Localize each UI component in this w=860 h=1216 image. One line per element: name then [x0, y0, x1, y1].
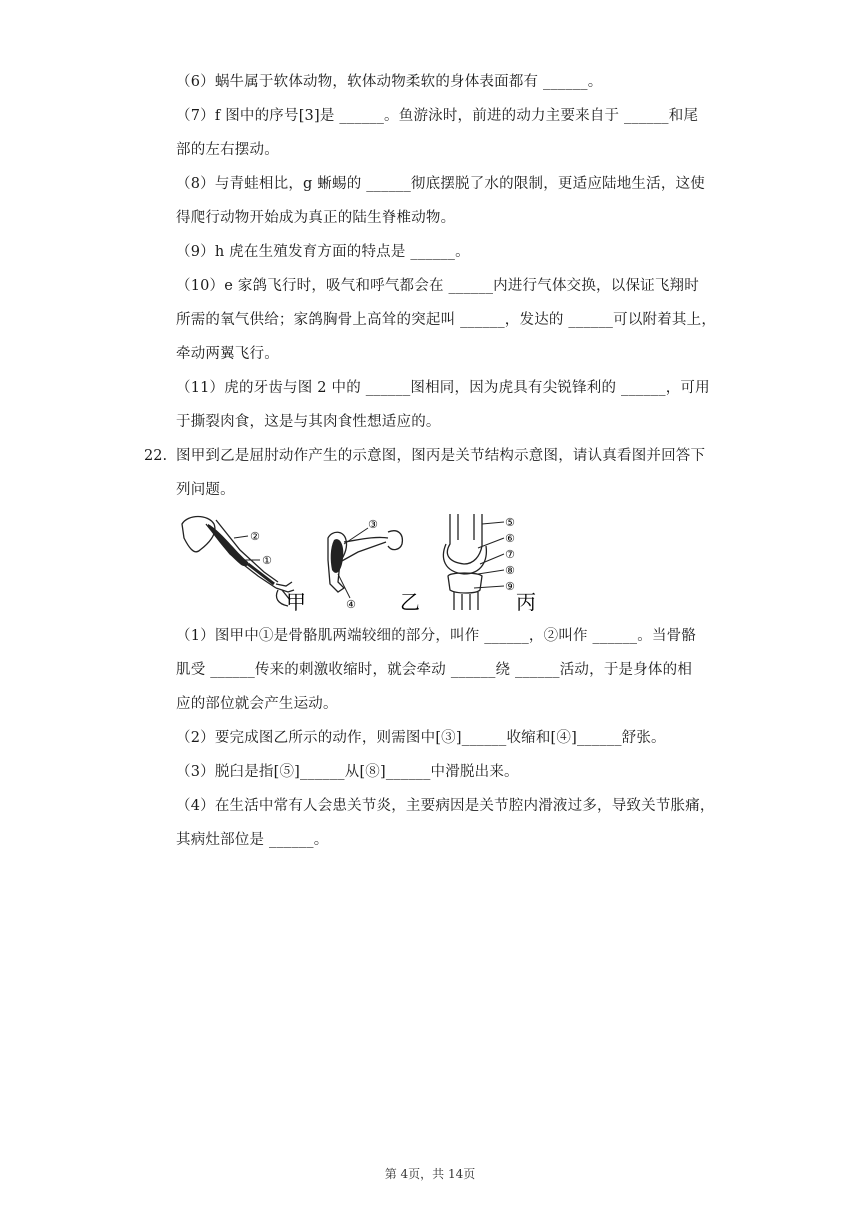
text-line: （8）与青蛙相比，g 蜥蜴的 ______彻底摆脱了水的限制，更适应陆地生活，这使	[176, 176, 705, 192]
flexed-biceps-shape	[331, 539, 344, 573]
figure-drawings	[178, 510, 548, 614]
figure-label-yi: 乙	[400, 590, 420, 614]
marker-8: ⑧	[505, 564, 515, 577]
text-line: 于撕裂肉食，这是与其肉食性想适应的。	[176, 414, 441, 430]
text-line: （1）图甲中①是骨骼肌两端较细的部分，叫作 ______，②叫作 ______。当骨骼	[176, 628, 697, 644]
figure-label-bing: 丙	[516, 590, 536, 614]
text-line: 应的部位就会产生运动。	[176, 696, 338, 712]
joint-structure-drawing	[443, 514, 486, 610]
text-line: （6）蜗牛属于软体动物，软体动物柔软的身体表面都有 ______。	[176, 74, 603, 90]
text-line: 牵动两翼飞行。	[176, 346, 279, 362]
question-stem: 图甲到乙是屈肘动作产生的示意图，图丙是关节结构示意图，请认真看图并回答下	[176, 448, 706, 464]
page-footer: 第 4页，共 14页	[384, 1167, 476, 1181]
text-line: 其病灶部位是 ______。	[176, 832, 329, 848]
text-line: 所需的氧气供给；家鸽胸骨上高耸的突起叫 ______，发达的 ______可以附着其上，	[176, 312, 717, 328]
elbow-joint-figure	[178, 510, 548, 614]
marker-7: ⑦	[505, 548, 515, 561]
text-line: （9）h 虎在生殖发育方面的特点是 ______。	[176, 244, 470, 260]
text-line: 得爬行动物开始成为真正的陆生脊椎动物。	[176, 210, 456, 226]
forearm-muscle-shape	[248, 564, 274, 584]
figure-label-jia: 甲	[286, 590, 306, 614]
text-line: （3）脱臼是指[⑤]______从[⑧]______中滑脱出来。	[176, 764, 519, 780]
marker-3: ③	[368, 518, 378, 531]
text-line: （10）e 家鸽飞行时，吸气和呼气都会在 ______内进行气体交换，以保证飞翔时	[176, 278, 699, 294]
question-stem: 列问题。	[176, 482, 235, 498]
question-number: 22.	[144, 448, 168, 464]
text-line: 肌受 ______传来的刺激收缩时，就会牵动 ______绕 ______活动，于是身体的相	[176, 662, 693, 678]
marker-5: ⑤	[505, 516, 515, 529]
text-line: （7）f 图中的序号[3]是 ______。鱼游泳时，前进的动力主要来自于 ______和尾	[176, 108, 699, 124]
text-line: （4）在生活中常有人会患关节炎，主要病因是关节腔内滑液过多，导致关节胀痛，	[176, 798, 715, 814]
marker-6: ⑥	[505, 532, 515, 545]
text-line: 部的左右摆动。	[176, 142, 279, 158]
marker-4: ④	[346, 598, 356, 611]
marker-9: ⑨	[505, 580, 515, 593]
marker-2: ②	[250, 530, 260, 543]
text-line: （11）虎的牙齿与图 2 中的 ______图相同，因为虎具有尖锐锋利的 ______，可用	[176, 380, 710, 396]
text-line: （2）要完成图乙所示的动作，则需图中[③]______收缩和[④]______舒张。	[176, 730, 666, 746]
marker-1: ①	[262, 554, 272, 567]
